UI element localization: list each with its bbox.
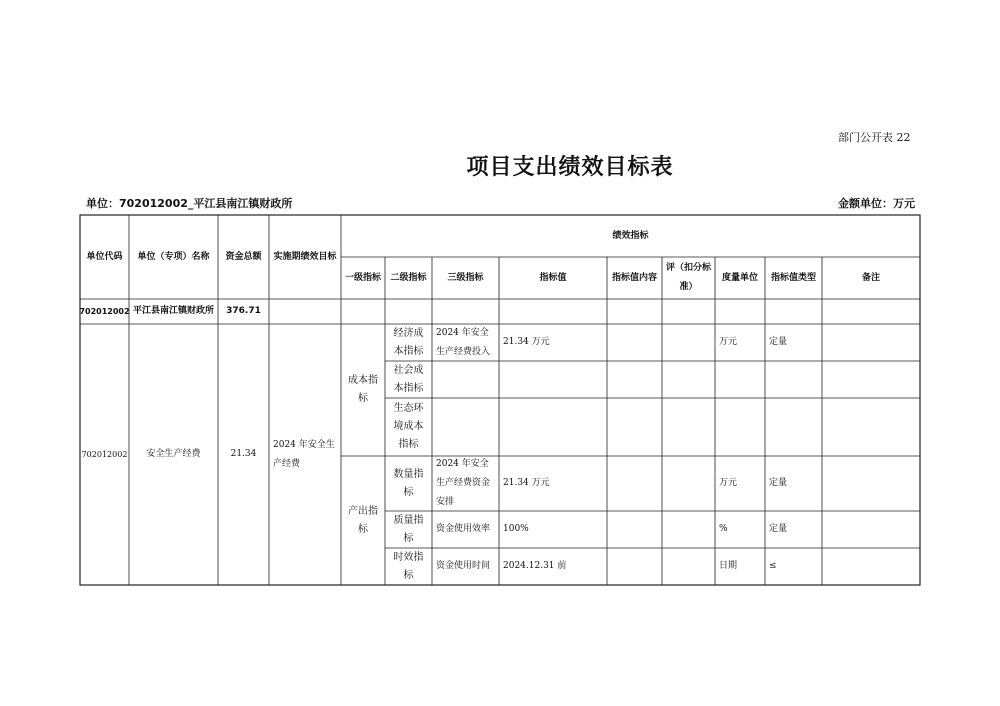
row-level3: 2024 年安全生产经费资金安排 [436, 459, 491, 507]
row-type: ≤ [769, 561, 777, 571]
summary-name: 平江县南江镇财政所 [133, 306, 215, 316]
header-value-type: 指标值类型 [770, 272, 816, 283]
row-remark [822, 361, 920, 398]
row-scoring [662, 456, 715, 511]
header-period-target: 实施期绩效目标 [273, 251, 337, 262]
row-level2: 数量指标 [393, 468, 424, 498]
header-unit-code: 单位代码 [86, 251, 123, 262]
row-level2: 社会成本指标 [393, 364, 424, 394]
header-level3: 三级指标 [447, 272, 484, 283]
form-number: 部门公开表 22 [838, 131, 911, 144]
row-unit [715, 398, 765, 456]
row-unit: 万元 [719, 478, 738, 488]
row-type [765, 361, 822, 398]
row-level2: 时效指标 [393, 551, 424, 581]
row-level3 [432, 398, 499, 456]
level1-output: 产出指标 [348, 505, 378, 535]
header-total-fund: 资金总额 [225, 251, 262, 262]
project-target: 2024 年安全生产经费 [273, 439, 335, 469]
row-scoring [662, 511, 715, 548]
row-content [607, 361, 662, 398]
row-unit: 日期 [719, 561, 738, 571]
row-value [499, 398, 607, 456]
row-unit [715, 361, 765, 398]
project-code: 702012002 [81, 450, 128, 459]
amount-unit-label: 金额单位：万元 [838, 197, 915, 210]
header-value: 指标值 [539, 272, 567, 283]
row-remark [822, 398, 920, 456]
row-unit: % [719, 524, 728, 534]
header-value-content: 指标值内容 [611, 272, 657, 283]
row-content [607, 456, 662, 511]
page-title: 项目支出绩效目标表 [466, 155, 674, 180]
row-level2: 生态环境成本指标 [393, 403, 424, 450]
row-scoring [662, 398, 715, 456]
header-scoring: 评（扣分标准） [666, 263, 712, 292]
header-perf-indicators: 绩效指标 [612, 230, 649, 241]
header-level2: 二级指标 [390, 272, 427, 283]
summary-amount: 376.71 [226, 306, 261, 316]
row-level2: 经济成本指标 [393, 327, 424, 357]
row-type: 定量 [769, 478, 788, 488]
row-content [607, 548, 662, 585]
summary-code: 702012002 [79, 307, 130, 316]
row-type: 定量 [769, 524, 788, 534]
row-remark [822, 511, 920, 548]
row-value: 100% [503, 524, 529, 534]
row-scoring [662, 324, 715, 361]
row-content [607, 324, 662, 361]
header-measure-unit: 度量单位 [721, 272, 758, 283]
row-level3 [432, 361, 499, 398]
project-name: 安全生产经费 [146, 449, 201, 459]
row-value [499, 361, 607, 398]
row-scoring [662, 361, 715, 398]
row-unit: 万元 [719, 337, 738, 347]
row-value: 21.34 万元 [503, 478, 550, 488]
row-remark [822, 324, 920, 361]
header-remark: 备注 [861, 272, 880, 283]
level1-cost: 成本指标 [348, 375, 378, 404]
project-amount: 21.34 [230, 449, 257, 459]
row-value: 21.34 万元 [503, 337, 550, 347]
row-content [607, 511, 662, 548]
row-scoring [662, 548, 715, 585]
row-level2: 质量指标 [393, 514, 424, 544]
row-level3: 资金使用时间 [436, 561, 491, 571]
row-remark [822, 548, 920, 585]
row-level3: 资金使用效率 [436, 524, 491, 534]
row-type [765, 398, 822, 456]
row-type: 定量 [769, 337, 788, 347]
row-value: 2024.12.31 前 [503, 561, 567, 571]
row-remark [822, 456, 920, 511]
row-level3: 2024 年安全生产经费投入 [436, 327, 491, 357]
unit-name-label: 单位：702012002_平江县南江镇财政所 [86, 197, 293, 210]
header-unit-name: 单位（专项）名称 [137, 251, 210, 262]
row-content [607, 398, 662, 456]
header-level1: 一级指标 [345, 272, 382, 283]
